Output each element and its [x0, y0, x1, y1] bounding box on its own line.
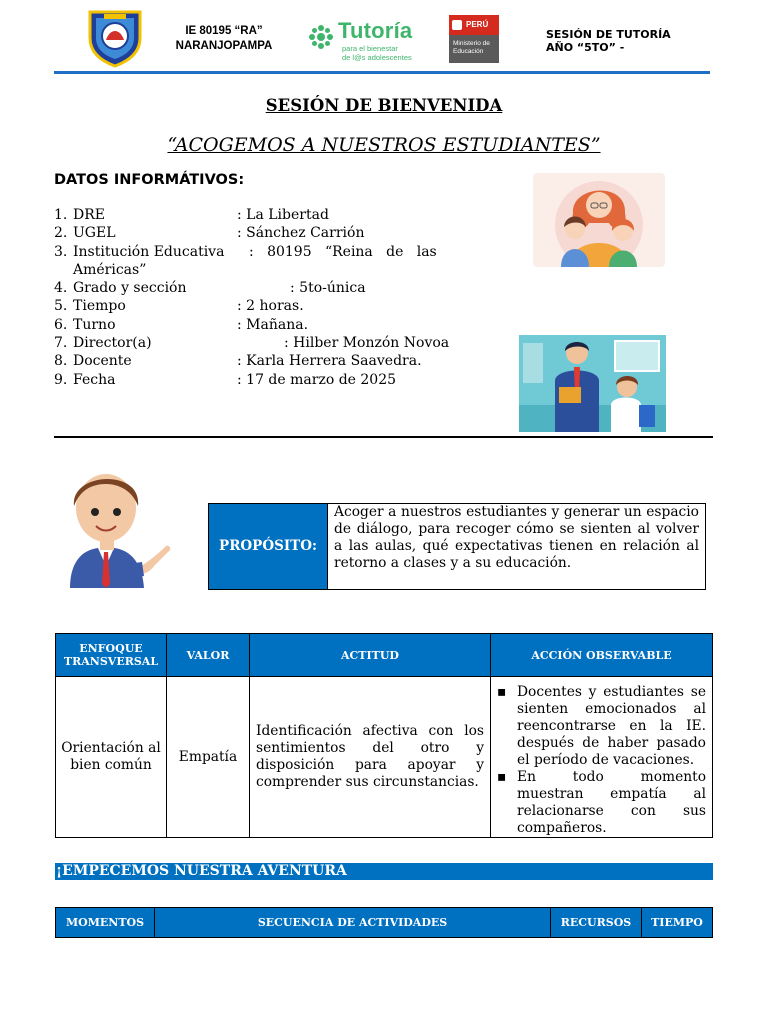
header-accion: ACCIÓN OBSERVABLE [491, 634, 713, 677]
item-value: : 80195 “Reina de las [249, 243, 437, 260]
page-subtitle: “ACOGEMOS A NUESTROS ESTUDIANTES” [167, 134, 601, 156]
cell-actitud: Identificación afectiva con los sentimientos del otro y disposición para apoyar y comprender sus circunstancias. [250, 677, 491, 838]
section-divider [54, 436, 713, 438]
list-item: ▪ Docentes y estudiantes se sienten emocionados al reencontrarse en la IE. después de haber pasado el período de vacaciones. [497, 684, 706, 769]
cell-valor: Empatía [167, 677, 250, 838]
school-line-2: NARANJOPAMPA [175, 40, 273, 52]
list-item [54, 206, 524, 224]
item-label: Tiempo [73, 298, 126, 315]
cell-accion [491, 677, 713, 838]
item-number: 1. [54, 207, 68, 223]
accion-list [497, 684, 706, 837]
item-value-continued: Américas” [73, 261, 147, 278]
item-label: DRE [73, 207, 105, 223]
school-name [164, 24, 284, 54]
school-crest-logo [86, 8, 144, 68]
item-label: Grado y sección [73, 280, 187, 297]
item-number: 3. [54, 243, 68, 260]
table-header-row [56, 908, 713, 938]
item-number: 9. [54, 371, 68, 388]
list-item [54, 243, 524, 261]
tutoria-sub-1: para el bienestar [342, 44, 398, 53]
list-item [54, 297, 524, 315]
family-hug-illustration [533, 173, 665, 267]
enfoque-table [55, 633, 713, 838]
proposito-box [208, 503, 706, 590]
datos-list [54, 206, 524, 389]
tutoria-logo [308, 20, 418, 66]
ministerio-label [449, 35, 499, 63]
list-item [54, 334, 524, 352]
item-value: : 5to-única [290, 280, 366, 297]
proposito-label: PROPÓSITO: [209, 504, 328, 589]
session-line-1: SESIÓN DE TUTORÍA [546, 28, 671, 41]
item-label: Director(a) [73, 335, 152, 352]
momentos-table [55, 907, 713, 938]
list-item [54, 352, 524, 370]
item-value: : La Libertad [237, 207, 329, 223]
item-number: 6. [54, 316, 68, 333]
header-momentos: MOMENTOS [56, 908, 155, 938]
table-header-row [56, 634, 713, 677]
item-number: 2. [54, 225, 68, 242]
ministerio-line-1: Ministerio de [453, 40, 490, 47]
item-number: 5. [54, 298, 68, 315]
tutoria-subtitle [342, 45, 422, 62]
item-number: 4. [54, 280, 68, 297]
item-value: : 2 horas. [237, 298, 304, 315]
item-value: : Hilber Monzón Novoa [284, 335, 450, 352]
list-item [54, 224, 524, 242]
item-label: UGEL [73, 225, 116, 242]
header-secuencia: SECUENCIA DE ACTIVIDADES [155, 908, 551, 938]
header-tiempo: TIEMPO [642, 908, 713, 938]
header-recursos: RECURSOS [551, 908, 642, 938]
item-label: Turno [73, 316, 116, 333]
page-title: SESIÓN DE BIENVENIDA [265, 96, 503, 115]
item-label: Institución Educativa [73, 243, 225, 260]
ministerio-educacion-logo [449, 15, 499, 63]
list-item [54, 316, 524, 334]
item-label: Fecha [73, 371, 116, 388]
datos-heading: DATOS INFORMÁTIVOS: [54, 172, 245, 188]
header-enfoque: ENFOQUE TRANSVERSAL [56, 634, 167, 677]
header-divider [54, 71, 710, 74]
item-value: : Sánchez Carrión [237, 225, 365, 242]
item-number: 7. [54, 335, 68, 352]
item-value: : Mañana. [237, 316, 309, 333]
list-item [54, 371, 524, 389]
tutoria-sub-2: de l@s adolescentes [342, 52, 412, 62]
ministerio-line-2: Educación [453, 48, 484, 55]
presenter-boy-illustration [58, 466, 172, 588]
item-label: Docente [73, 353, 132, 370]
aventura-heading: ¡EMPECEMOS NUESTRA AVENTURA [55, 863, 713, 880]
item-value: : 17 de marzo de 2025 [237, 371, 397, 388]
list-item [54, 279, 524, 297]
tutoria-flower-icon [308, 24, 334, 50]
peru-band [449, 15, 499, 35]
session-line-2: AÑO “5TO” - [546, 41, 625, 54]
peru-label: PERÚ [466, 20, 489, 29]
header-valor: VALOR [167, 634, 250, 677]
peru-shield-icon [452, 20, 462, 30]
proposito-text: Acoger a nuestros estudiantes y generar un espacio de diálogo, para recoger cómo se sienten al volver a las aulas, qué expectativas tienen en relación al retorno a clases y a su educación. [334, 504, 699, 571]
teacher-student-illustration [519, 335, 666, 432]
tutoria-title: Tutoría [338, 18, 413, 43]
table-row [56, 677, 713, 838]
item-value: : Karla Herrera Saavedra. [237, 353, 422, 370]
school-line-1: IE 80195 “RA” [185, 25, 263, 37]
cell-enfoque: Orientación al bien común [56, 677, 167, 838]
header-actitud: ACTITUD [250, 634, 491, 677]
item-number: 8. [54, 353, 68, 370]
list-item: ▪ En todo momento muestran empatía al relacionarse con sus compañeros. [497, 769, 706, 837]
session-info [546, 28, 671, 54]
list-item-continuation [54, 261, 524, 279]
